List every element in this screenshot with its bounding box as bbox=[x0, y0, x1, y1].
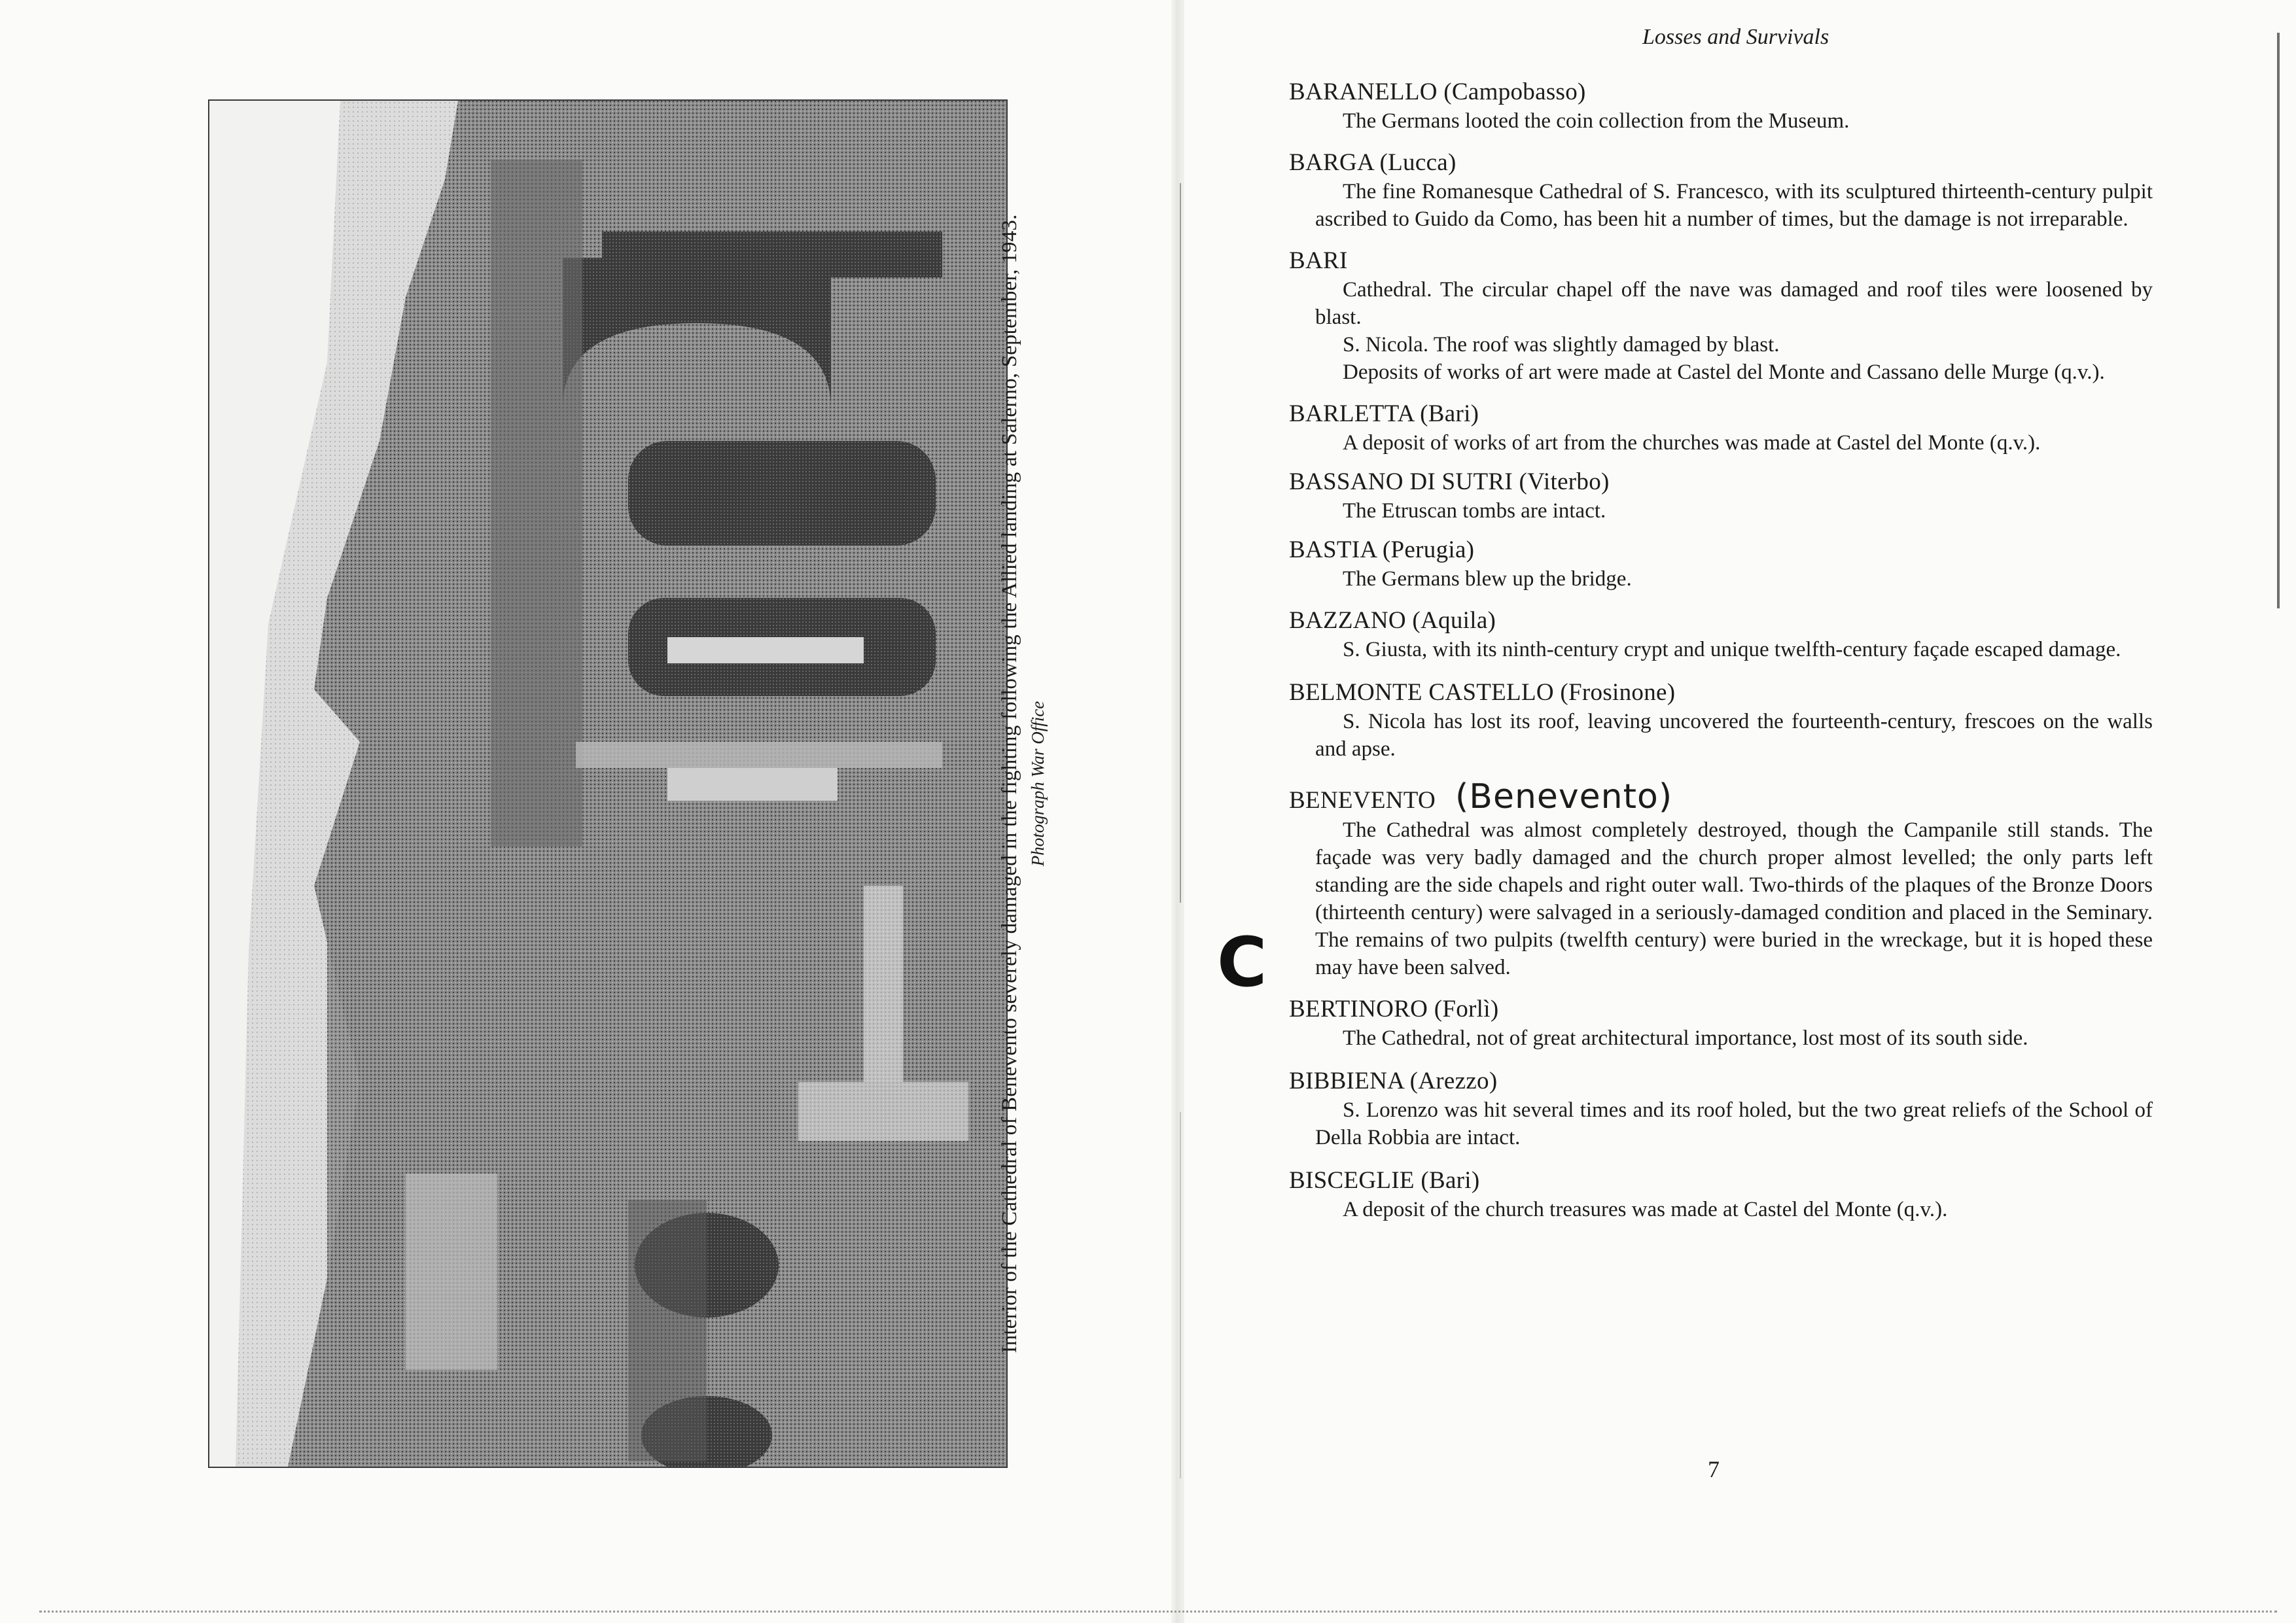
entry-body bbox=[1289, 276, 2153, 386]
entry-paragraph: The Cathedral was almost completely destroyed, though the Campanile still stands. The façade was very badly damaged and the church proper almost levelled; the only parts left standing are the side chapels and right outer wall. Two-thirds of the plaques of the Bronze Doors (thirteenth century) were salvaged in a seriously-damaged condition and placed in the Seminary. The remains of two pulpits (twelfth century) were buried in the wreckage, but it is hoped these may have been salved. bbox=[1315, 818, 2153, 979]
entry-paragraph: Deposits of works of art were made at Castel del Monte and Cassano delle Murge (q.v.). bbox=[1343, 360, 2105, 384]
gutter-shadow-line bbox=[1180, 183, 1181, 903]
entry-paragraph: S. Giusta, with its ninth-century crypt and unique twelfth-century façade escaped damage. bbox=[1343, 638, 2121, 661]
entry-paragraph: A deposit of works of art from the churches was made at Castel del Monte (q.v.). bbox=[1343, 431, 2041, 455]
gazetteer-entry bbox=[1289, 77, 2153, 135]
running-head: Losses and Survivals bbox=[1642, 25, 1829, 49]
entry-body bbox=[1289, 636, 2153, 663]
entry-body bbox=[1289, 178, 2153, 233]
entry-heading: BISCEGLIE (Bari) bbox=[1289, 1167, 1480, 1194]
entry-heading: BARLETTA (Bari) bbox=[1289, 400, 1479, 427]
entry-heading: BENEVENTO bbox=[1289, 787, 1436, 814]
entry-paragraph: The Cathedral, not of great architectural importance, lost most of its south side. bbox=[1343, 1026, 2028, 1050]
page-number: 7 bbox=[1708, 1456, 1720, 1482]
ruined-cathedral-photo-icon bbox=[209, 101, 1006, 1467]
photo-credit: Photograph War Office bbox=[1028, 701, 1048, 867]
entry-body bbox=[1289, 1096, 2153, 1151]
entry-heading: BASSANO DI SUTRI (Viterbo) bbox=[1289, 468, 1610, 495]
entry-body bbox=[1289, 497, 2153, 525]
entry-paragraph: Cathedral. The circular chapel off the nave was damaged and roof tiles were loosened by blast. bbox=[1315, 278, 2153, 329]
entry-paragraph: The fine Romanesque Cathedral of S. Francesco, with its sculptured thirteenth-century pulpit ascribed to Guido da Como, has been hit a number of times, but the damage is not irreparable. bbox=[1315, 180, 2153, 231]
entry-paragraph: The Etruscan tombs are intact. bbox=[1343, 499, 1606, 523]
entry-body bbox=[1289, 816, 2153, 981]
gazetteer-entry bbox=[1289, 1066, 2153, 1151]
gazetteer-entry bbox=[1289, 606, 2153, 663]
entry-heading: BELMONTE CASTELLO (Frosinone) bbox=[1289, 679, 1676, 706]
entry-paragraph: S. Nicola has lost its roof, leaving uncovered the fourteenth-century, frescoes on the walls and apse. bbox=[1315, 710, 2153, 761]
entry-paragraph: A deposit of the church treasures was made at Castel del Monte (q.v.). bbox=[1343, 1198, 1948, 1221]
gazetteer-entry bbox=[1289, 399, 2153, 457]
entry-body bbox=[1289, 1196, 2153, 1223]
entry-heading: BASTIA (Perugia) bbox=[1289, 536, 1475, 563]
gazetteer-entry bbox=[1289, 777, 2153, 981]
entry-heading: BARI bbox=[1289, 247, 1348, 274]
entry-heading: BARGA (Lucca) bbox=[1289, 149, 1457, 176]
cathedral-photo bbox=[208, 99, 1008, 1468]
entry-body bbox=[1289, 708, 2153, 763]
entry-body bbox=[1289, 565, 2153, 593]
entry-body bbox=[1289, 107, 2153, 135]
entry-paragraph: S. Lorenzo was hit several times and its roof holed, but the two great reliefs of the School of Della Robbia are intact. bbox=[1315, 1098, 2153, 1149]
gazetteer-entry bbox=[1289, 678, 2153, 763]
gazetteer-entry bbox=[1289, 246, 2153, 386]
entry-paragraph: The Germans looted the coin collection from the Museum. bbox=[1343, 109, 1850, 133]
entry-heading: BIBBIENA (Arezzo) bbox=[1289, 1068, 1498, 1094]
handwritten-margin-mark: C bbox=[1217, 922, 1267, 1002]
gazetteer-entries bbox=[1289, 65, 2153, 1223]
entry-heading: BAZZANO (Aquila) bbox=[1289, 607, 1496, 634]
entry-body bbox=[1289, 1024, 2153, 1052]
caption-text: Interior of the Cathedral of Benevento severely damaged in the fighting following the Allied landing at Salerno, September, 1943. bbox=[998, 214, 1021, 1353]
entry-paragraph: The Germans blew up the bridge. bbox=[1343, 567, 1632, 591]
entry-heading: BERTINORO (Forlì) bbox=[1289, 996, 1499, 1022]
gazetteer-entry bbox=[1289, 1166, 2153, 1223]
handwritten-place-note: (Benevento) bbox=[1455, 777, 1673, 816]
gazetteer-entry bbox=[1289, 994, 2153, 1052]
gazetteer-entry bbox=[1289, 467, 2153, 525]
entry-body bbox=[1289, 429, 2153, 457]
right-page bbox=[1184, 0, 2296, 1623]
gutter-shadow-line bbox=[1180, 1112, 1181, 1478]
gazetteer-entry bbox=[1289, 148, 2153, 233]
entry-heading: BARANELLO (Campobasso) bbox=[1289, 79, 1586, 105]
entry-paragraph: S. Nicola. The roof was slightly damaged by blast. bbox=[1343, 333, 1780, 357]
photo-caption bbox=[995, 97, 1073, 1471]
book-gutter bbox=[1171, 0, 1184, 1623]
gazetteer-entry bbox=[1289, 535, 2153, 593]
